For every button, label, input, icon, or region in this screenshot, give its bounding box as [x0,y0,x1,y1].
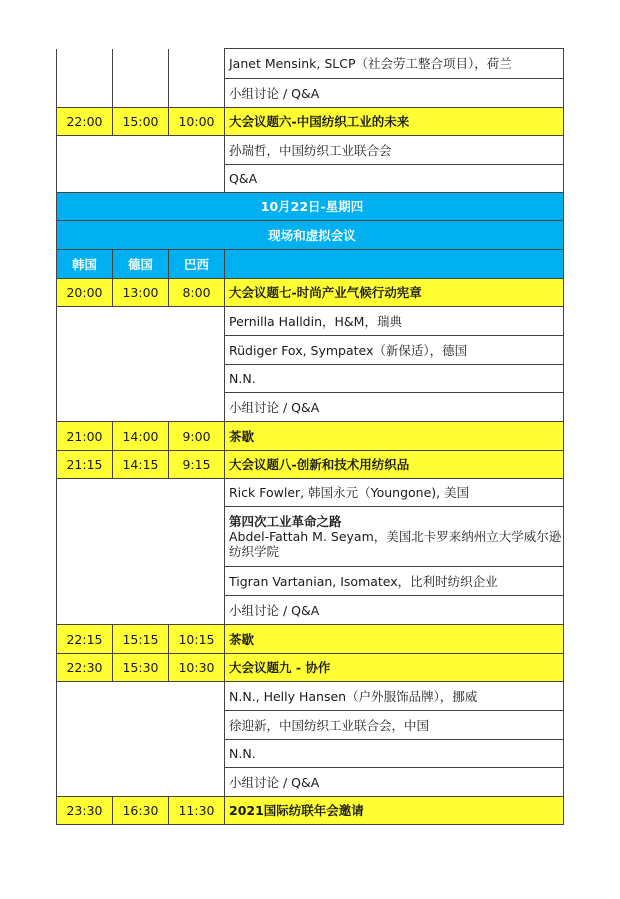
mode-header-row [57,221,564,250]
speaker-cell [225,507,564,567]
time-germany: 14:00 [113,422,169,451]
session-title: 大会议题九 - 协作 [225,654,564,682]
speaker-cell: N.N., Helly Hansen（户外服饰品牌），挪威 [225,682,564,711]
time-korea: 23:30 [57,797,113,825]
talk-speaker: Abdel-Fattah M. Seyam，美国北卡罗来纳州立大学威尔逊纺织学院 [229,529,562,559]
time-brazil: 8:00 [169,279,225,307]
mode-header: 现场和虚拟会议 [57,221,564,250]
tz-brazil: 巴西 [169,250,225,279]
speaker-cell: Pernilla Halldin，H&M，瑞典 [225,307,564,336]
time-germany: 15:30 [113,654,169,682]
time-brazil: 10:15 [169,625,225,654]
time-brazil: 9:15 [169,451,225,479]
table-row [57,49,564,79]
talk-title: 第四次工业革命之路 [229,514,342,529]
session-row [57,108,564,136]
session-row [57,279,564,307]
discussion-cell: 小组讨论 / Q&A [225,768,564,797]
time-germany: 15:15 [113,625,169,654]
time-brazil: 9:00 [169,422,225,451]
table-row [57,136,564,165]
blank-time-cell [169,49,225,108]
speaker-cell: N.N. [225,740,564,768]
tz-korea: 韩国 [57,250,113,279]
discussion-cell: 小组讨论 / Q&A [225,79,564,108]
speaker-cell: Tigran Vartanian, Isomatex，比利时纺织企业 [225,567,564,596]
session-title: 大会议题七-时尚产业气候行动宪章 [225,279,564,307]
speaker-cell: 徐迎新，中国纺织工业联合会，中国 [225,711,564,740]
discussion-cell: 小组讨论 / Q&A [225,393,564,422]
time-brazil: 11:30 [169,797,225,825]
table-row [57,307,564,336]
discussion-cell: Q&A [225,165,564,193]
session-title: 大会议题八-创新和技术用纺织品 [225,451,564,479]
discussion-cell: 小组讨论 / Q&A [225,596,564,625]
time-korea: 22:15 [57,625,113,654]
session-title: 2021国际纺联年会邀请 [225,797,564,825]
time-korea: 20:00 [57,279,113,307]
speaker-cell: Janet Mensink, SLCP（社会劳工整合项目），荷兰 [225,49,564,79]
blank-time-cell [57,479,225,625]
speaker-cell: Rick Fowler, 韩国永元（Youngone), 美国 [225,479,564,507]
time-germany: 16:30 [113,797,169,825]
time-brazil: 10:30 [169,654,225,682]
blank-time-cell [113,49,169,108]
time-brazil: 10:00 [169,108,225,136]
session-row [57,797,564,825]
break-row [57,625,564,654]
tz-blank [225,250,564,279]
time-germany: 15:00 [113,108,169,136]
session-row [57,654,564,682]
break-row [57,422,564,451]
blank-time-cell [57,307,225,422]
tz-germany: 德国 [113,250,169,279]
speaker-cell: Rüdiger Fox, Sympatex（新保适），德国 [225,336,564,365]
time-germany: 14:15 [113,451,169,479]
agenda-table [56,48,563,825]
blank-time-cell [57,49,113,108]
time-korea: 22:30 [57,654,113,682]
session-title: 大会议题六-中国纺织工业的未来 [225,108,564,136]
date-header-row [57,193,564,221]
timezone-header-row [57,250,564,279]
time-germany: 13:00 [113,279,169,307]
blank-time-cell [57,682,225,797]
session-row [57,451,564,479]
speaker-cell: 孙瑞哲，中国纺织工业联合会 [225,136,564,165]
break-title: 茶歇 [225,422,564,451]
table-row [57,479,564,507]
table-row [57,682,564,711]
time-korea: 21:15 [57,451,113,479]
blank-time-cell [57,136,225,193]
break-title: 茶歇 [225,625,564,654]
time-korea: 21:00 [57,422,113,451]
speaker-cell: N.N. [225,365,564,393]
date-header: 10月22日-星期四 [57,193,564,221]
time-korea: 22:00 [57,108,113,136]
